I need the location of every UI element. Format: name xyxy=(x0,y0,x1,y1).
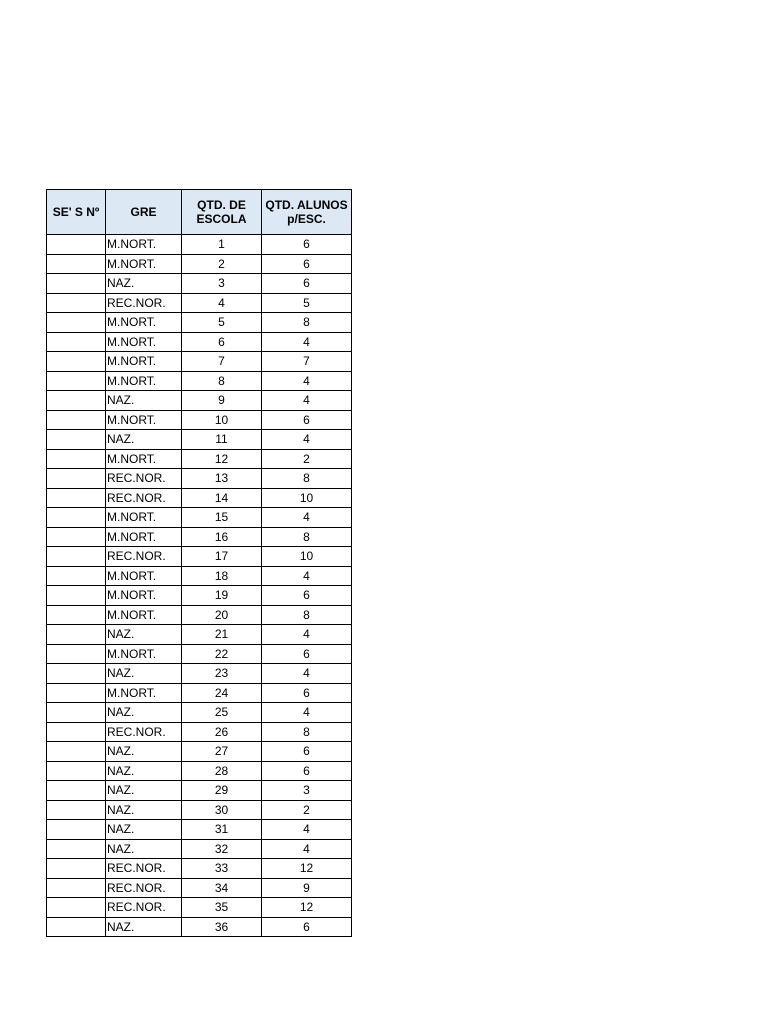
cell-ses xyxy=(47,820,106,840)
header-gre: GRE xyxy=(106,190,182,235)
cell-qtd-escola: 11 xyxy=(182,430,262,450)
cell-qtd-alunos: 6 xyxy=(262,683,352,703)
header-ses: SE' S Nº xyxy=(47,190,106,235)
cell-ses xyxy=(47,274,106,294)
cell-gre: M.NORT. xyxy=(106,254,182,274)
cell-qtd-escola: 4 xyxy=(182,293,262,313)
cell-qtd-escola: 31 xyxy=(182,820,262,840)
cell-qtd-alunos: 10 xyxy=(262,488,352,508)
cell-gre: M.NORT. xyxy=(106,644,182,664)
cell-qtd-escola: 35 xyxy=(182,898,262,918)
cell-qtd-alunos: 6 xyxy=(262,254,352,274)
table-row xyxy=(47,703,352,723)
cell-qtd-alunos: 4 xyxy=(262,703,352,723)
table-row xyxy=(47,469,352,489)
cell-qtd-alunos: 6 xyxy=(262,761,352,781)
cell-gre: REC.NOR. xyxy=(106,488,182,508)
cell-ses xyxy=(47,917,106,937)
cell-qtd-alunos: 7 xyxy=(262,352,352,372)
cell-qtd-escola: 12 xyxy=(182,449,262,469)
cell-gre: M.NORT. xyxy=(106,508,182,528)
cell-qtd-escola: 29 xyxy=(182,781,262,801)
table-row xyxy=(47,371,352,391)
cell-gre: NAZ. xyxy=(106,761,182,781)
table-row xyxy=(47,839,352,859)
cell-qtd-alunos: 8 xyxy=(262,722,352,742)
table-row xyxy=(47,488,352,508)
table-row xyxy=(47,625,352,645)
cell-ses xyxy=(47,800,106,820)
cell-gre: NAZ. xyxy=(106,820,182,840)
cell-qtd-alunos: 4 xyxy=(262,371,352,391)
table-row xyxy=(47,508,352,528)
table-row xyxy=(47,527,352,547)
cell-qtd-alunos: 3 xyxy=(262,781,352,801)
cell-qtd-alunos: 6 xyxy=(262,917,352,937)
cell-qtd-escola: 27 xyxy=(182,742,262,762)
cell-qtd-escola: 24 xyxy=(182,683,262,703)
header-row xyxy=(47,190,352,235)
cell-qtd-escola: 21 xyxy=(182,625,262,645)
cell-qtd-escola: 7 xyxy=(182,352,262,372)
cell-ses xyxy=(47,449,106,469)
cell-gre: M.NORT. xyxy=(106,566,182,586)
cell-ses xyxy=(47,722,106,742)
cell-qtd-alunos: 4 xyxy=(262,332,352,352)
cell-ses xyxy=(47,761,106,781)
cell-gre: M.NORT. xyxy=(106,371,182,391)
cell-qtd-escola: 10 xyxy=(182,410,262,430)
cell-gre: M.NORT. xyxy=(106,313,182,333)
cell-qtd-escola: 19 xyxy=(182,586,262,606)
cell-ses xyxy=(47,566,106,586)
cell-gre: REC.NOR. xyxy=(106,469,182,489)
table-row xyxy=(47,859,352,879)
cell-gre: M.NORT. xyxy=(106,449,182,469)
cell-qtd-escola: 23 xyxy=(182,664,262,684)
table-row xyxy=(47,235,352,255)
cell-ses xyxy=(47,254,106,274)
cell-gre: M.NORT. xyxy=(106,683,182,703)
cell-ses xyxy=(47,352,106,372)
table-row xyxy=(47,722,352,742)
cell-gre: M.NORT. xyxy=(106,332,182,352)
cell-ses xyxy=(47,664,106,684)
table-row xyxy=(47,644,352,664)
cell-qtd-alunos: 6 xyxy=(262,586,352,606)
cell-qtd-alunos: 8 xyxy=(262,313,352,333)
table-row xyxy=(47,332,352,352)
cell-qtd-alunos: 10 xyxy=(262,547,352,567)
cell-ses xyxy=(47,625,106,645)
school-students-table xyxy=(46,189,352,937)
cell-qtd-escola: 25 xyxy=(182,703,262,723)
table-row xyxy=(47,878,352,898)
cell-ses xyxy=(47,293,106,313)
table-row xyxy=(47,430,352,450)
cell-ses xyxy=(47,410,106,430)
cell-gre: NAZ. xyxy=(106,391,182,411)
cell-ses xyxy=(47,430,106,450)
cell-ses xyxy=(47,469,106,489)
cell-qtd-escola: 5 xyxy=(182,313,262,333)
table-row xyxy=(47,352,352,372)
cell-gre: REC.NOR. xyxy=(106,878,182,898)
cell-gre: NAZ. xyxy=(106,625,182,645)
cell-ses xyxy=(47,371,106,391)
table-row xyxy=(47,800,352,820)
table-row xyxy=(47,664,352,684)
cell-ses xyxy=(47,878,106,898)
cell-qtd-escola: 20 xyxy=(182,605,262,625)
cell-qtd-alunos: 12 xyxy=(262,859,352,879)
table-row xyxy=(47,449,352,469)
table-row xyxy=(47,605,352,625)
cell-ses xyxy=(47,313,106,333)
cell-gre: NAZ. xyxy=(106,430,182,450)
cell-qtd-alunos: 12 xyxy=(262,898,352,918)
cell-gre: REC.NOR. xyxy=(106,898,182,918)
cell-qtd-escola: 16 xyxy=(182,527,262,547)
table-row xyxy=(47,547,352,567)
cell-ses xyxy=(47,235,106,255)
cell-ses xyxy=(47,859,106,879)
table-body xyxy=(47,235,352,937)
cell-ses xyxy=(47,898,106,918)
table-row xyxy=(47,274,352,294)
cell-ses xyxy=(47,644,106,664)
cell-ses xyxy=(47,839,106,859)
cell-gre: M.NORT. xyxy=(106,605,182,625)
cell-qtd-escola: 1 xyxy=(182,235,262,255)
cell-gre: NAZ. xyxy=(106,664,182,684)
cell-qtd-alunos: 4 xyxy=(262,820,352,840)
cell-qtd-escola: 22 xyxy=(182,644,262,664)
table-row xyxy=(47,898,352,918)
cell-qtd-escola: 9 xyxy=(182,391,262,411)
cell-qtd-escola: 34 xyxy=(182,878,262,898)
cell-qtd-alunos: 4 xyxy=(262,839,352,859)
table-row xyxy=(47,917,352,937)
cell-qtd-escola: 18 xyxy=(182,566,262,586)
cell-gre: M.NORT. xyxy=(106,352,182,372)
cell-qtd-escola: 6 xyxy=(182,332,262,352)
cell-gre: NAZ. xyxy=(106,274,182,294)
cell-qtd-escola: 15 xyxy=(182,508,262,528)
cell-gre: NAZ. xyxy=(106,800,182,820)
cell-gre: NAZ. xyxy=(106,742,182,762)
table-row xyxy=(47,820,352,840)
cell-qtd-escola: 26 xyxy=(182,722,262,742)
cell-gre: REC.NOR. xyxy=(106,859,182,879)
cell-qtd-alunos: 2 xyxy=(262,449,352,469)
cell-ses xyxy=(47,781,106,801)
cell-qtd-alunos: 6 xyxy=(262,644,352,664)
cell-qtd-escola: 32 xyxy=(182,839,262,859)
cell-qtd-alunos: 6 xyxy=(262,742,352,762)
table-row xyxy=(47,761,352,781)
cell-qtd-alunos: 6 xyxy=(262,274,352,294)
table-header xyxy=(47,190,352,235)
cell-gre: NAZ. xyxy=(106,839,182,859)
cell-gre: NAZ. xyxy=(106,917,182,937)
table-row xyxy=(47,254,352,274)
cell-qtd-escola: 13 xyxy=(182,469,262,489)
cell-gre: M.NORT. xyxy=(106,410,182,430)
cell-qtd-escola: 3 xyxy=(182,274,262,294)
cell-qtd-escola: 14 xyxy=(182,488,262,508)
cell-ses xyxy=(47,527,106,547)
cell-ses xyxy=(47,508,106,528)
cell-qtd-alunos: 4 xyxy=(262,430,352,450)
cell-gre: REC.NOR. xyxy=(106,293,182,313)
cell-ses xyxy=(47,488,106,508)
cell-qtd-alunos: 8 xyxy=(262,605,352,625)
cell-qtd-escola: 17 xyxy=(182,547,262,567)
cell-qtd-alunos: 6 xyxy=(262,410,352,430)
table-row xyxy=(47,391,352,411)
cell-ses xyxy=(47,605,106,625)
cell-ses xyxy=(47,586,106,606)
table-row xyxy=(47,293,352,313)
cell-qtd-escola: 28 xyxy=(182,761,262,781)
cell-gre: M.NORT. xyxy=(106,235,182,255)
cell-gre: REC.NOR. xyxy=(106,722,182,742)
table-row xyxy=(47,683,352,703)
cell-ses xyxy=(47,391,106,411)
table-row xyxy=(47,313,352,333)
table-row xyxy=(47,566,352,586)
cell-ses xyxy=(47,703,106,723)
cell-ses xyxy=(47,547,106,567)
cell-qtd-alunos: 2 xyxy=(262,800,352,820)
table-row xyxy=(47,781,352,801)
header-qtd-escola: QTD. DE ESCOLA xyxy=(182,190,262,235)
cell-qtd-escola: 8 xyxy=(182,371,262,391)
cell-ses xyxy=(47,332,106,352)
cell-gre: M.NORT. xyxy=(106,527,182,547)
cell-ses xyxy=(47,683,106,703)
cell-gre: NAZ. xyxy=(106,781,182,801)
cell-qtd-escola: 36 xyxy=(182,917,262,937)
cell-qtd-alunos: 4 xyxy=(262,566,352,586)
cell-qtd-alunos: 4 xyxy=(262,664,352,684)
cell-qtd-escola: 30 xyxy=(182,800,262,820)
cell-qtd-escola: 2 xyxy=(182,254,262,274)
table-row xyxy=(47,410,352,430)
cell-ses xyxy=(47,742,106,762)
cell-qtd-alunos: 8 xyxy=(262,527,352,547)
cell-qtd-alunos: 5 xyxy=(262,293,352,313)
cell-qtd-alunos: 6 xyxy=(262,235,352,255)
cell-qtd-alunos: 9 xyxy=(262,878,352,898)
cell-qtd-alunos: 4 xyxy=(262,625,352,645)
cell-qtd-escola: 33 xyxy=(182,859,262,879)
cell-gre: REC.NOR. xyxy=(106,547,182,567)
table-row xyxy=(47,586,352,606)
cell-qtd-alunos: 8 xyxy=(262,469,352,489)
cell-gre: M.NORT. xyxy=(106,586,182,606)
cell-gre: NAZ. xyxy=(106,703,182,723)
cell-qtd-alunos: 4 xyxy=(262,508,352,528)
header-qtd-alunos: QTD. ALUNOS p/ESC. xyxy=(262,190,352,235)
table-row xyxy=(47,742,352,762)
cell-qtd-alunos: 4 xyxy=(262,391,352,411)
